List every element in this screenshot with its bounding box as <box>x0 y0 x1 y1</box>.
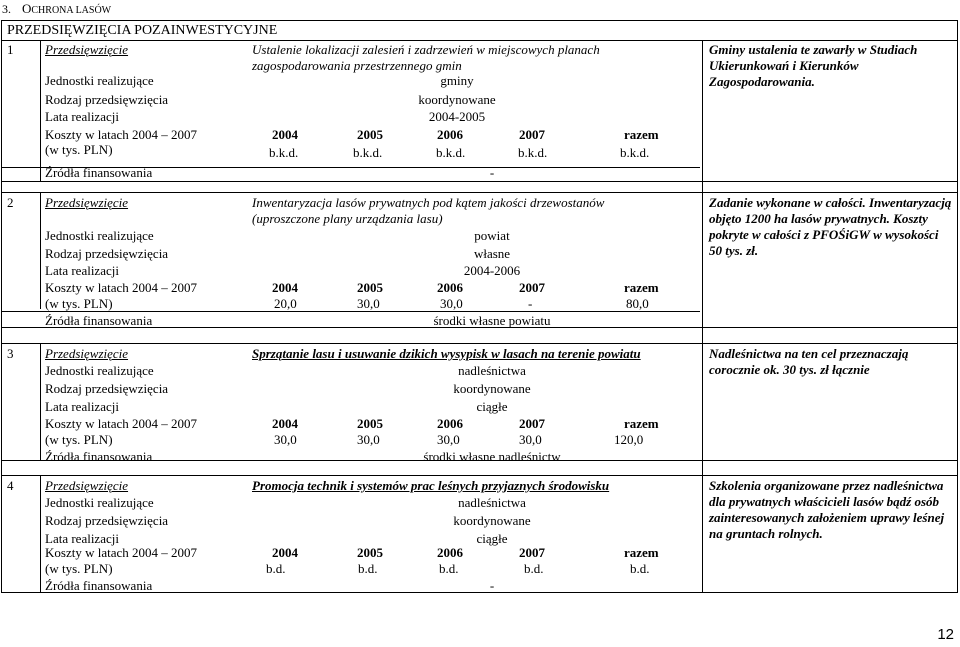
year-2005: 2005 <box>357 545 383 560</box>
label-jednostki: Jednostki realizujące <box>45 495 154 510</box>
block-number: 2 <box>7 195 14 210</box>
spacer-row <box>1 460 958 476</box>
cost-2006: 30,0 <box>437 432 460 447</box>
year-2004: 2004 <box>272 545 298 560</box>
block-note: Zadanie wykonane w całości. Inwentaryzacją objęto 1200 ha lasów prywatnych. Koszty pokryte w całości z PFOŚiGW w wysokości 50 tys. zł. <box>709 195 952 258</box>
cost-2006: b.d. <box>439 561 459 576</box>
block-title-line1: Ustalenie lokalizacji zalesień i zadrzewień w miejscowych planach <box>252 42 600 57</box>
block-title-line1: Promocja technik i systemów prac leśnych przyjaznych środowisku <box>252 478 610 493</box>
label-koszty: Koszty w latach 2004 – 2007 <box>45 545 198 560</box>
cost-2007: b.k.d. <box>518 145 548 160</box>
divider <box>702 41 703 181</box>
value-jednostki: gminy <box>440 73 474 88</box>
cost-2004: b.k.d. <box>269 145 299 160</box>
cost-total: 80,0 <box>626 296 649 311</box>
cost-values <box>274 296 649 312</box>
cost-values <box>269 145 649 161</box>
year-2006: 2006 <box>437 545 463 560</box>
value-lata: 2004-2005 <box>428 109 486 124</box>
cost-2007: - <box>528 296 533 311</box>
year-total: razem <box>624 545 659 560</box>
cost-2005: b.d. <box>358 561 378 576</box>
cost-2007: 30,0 <box>519 432 542 447</box>
label-lata: Lata realizacji <box>45 399 119 414</box>
label-zrodla: Źródła finansowania <box>45 449 153 464</box>
year-2004: 2004 <box>272 127 298 142</box>
label-jednostki: Jednostki realizujące <box>45 73 154 88</box>
value-rodzaj: koordynowane <box>418 92 496 107</box>
year-2007: 2007 <box>519 280 545 295</box>
value-rodzaj: koordynowane <box>453 381 531 396</box>
year-2007: 2007 <box>519 416 545 431</box>
label-lata: Lata realizacji <box>45 531 119 546</box>
block-2 <box>1 192 958 328</box>
year-total: razem <box>624 280 659 295</box>
value-rodzaj: koordynowane <box>453 513 531 528</box>
label-rodzaj: Rodzaj przedsięwzięcia <box>45 513 169 528</box>
spacer-row <box>1 327 958 344</box>
value-jednostki: powiat <box>474 228 510 243</box>
divider <box>40 344 41 460</box>
year-2006: 2006 <box>437 416 463 431</box>
year-2004: 2004 <box>272 416 298 431</box>
cost-2006: b.k.d. <box>436 145 466 160</box>
block-number: 4 <box>7 478 14 493</box>
cost-2004: 20,0 <box>274 296 297 311</box>
cost-values <box>274 432 643 448</box>
label-zrodla: Źródła finansowania <box>45 165 153 180</box>
block-title-line2: (uproszczone plany urządzania lasu) <box>252 211 443 226</box>
value-lata: 2004-2006 <box>463 263 521 278</box>
label-przedsiewziecie: Przedsięwzięcie <box>45 478 129 493</box>
value-zrodla: - <box>489 165 495 180</box>
label-zrodla: Źródła finansowania <box>45 313 153 328</box>
block-4 <box>1 475 958 593</box>
year-2007: 2007 <box>519 545 545 560</box>
section-heading <box>2 1 111 17</box>
block-number: 1 <box>7 42 14 57</box>
block-note: Nadleśnictwa na ten cel przeznaczają corocznie ok. 30 tys. zł łącznie <box>709 346 909 377</box>
label-koszty: Koszty w latach 2004 – 2007 <box>45 127 198 142</box>
value-jednostki: nadleśnictwa <box>458 495 526 510</box>
value-zrodla: środki własne nadleśnictw <box>423 449 561 464</box>
label-koszty-unit: (w tys. PLN) <box>45 296 113 311</box>
label-lata: Lata realizacji <box>45 109 119 124</box>
label-przedsiewziecie: Przedsięwzięcie <box>45 195 129 210</box>
year-2005: 2005 <box>357 416 383 431</box>
section-title-rest: CHRONA LASÓW <box>31 5 112 16</box>
label-jednostki: Jednostki realizujące <box>45 228 154 243</box>
block-note: Gminy ustalenia te zawarły w Studiach Ukierunkowań i Kierunków Zagospodarowania. <box>709 42 918 89</box>
cost-total: b.k.d. <box>620 145 650 160</box>
page-number: 12 <box>937 626 954 643</box>
label-rodzaj: Rodzaj przedsięwzięcia <box>45 92 169 107</box>
year-2006: 2006 <box>437 280 463 295</box>
label-zrodla: Źródła finansowania <box>45 578 153 593</box>
year-headers <box>272 280 659 296</box>
divider <box>40 41 41 181</box>
cost-2004: 30,0 <box>274 432 297 447</box>
cost-2005: 30,0 <box>357 296 380 311</box>
label-lata: Lata realizacji <box>45 263 119 278</box>
value-zrodla: - <box>489 578 495 593</box>
label-rodzaj: Rodzaj przedsięwzięcia <box>45 246 169 261</box>
year-2005: 2005 <box>357 127 383 142</box>
divider <box>702 181 703 192</box>
cost-total: b.d. <box>630 561 650 576</box>
year-2006: 2006 <box>437 127 463 142</box>
cost-values <box>266 561 650 577</box>
cost-2005: 30,0 <box>357 432 380 447</box>
year-total: razem <box>624 416 659 431</box>
year-headers <box>272 127 659 143</box>
value-zrodla: środki własne powiatu <box>433 313 551 328</box>
divider <box>702 460 703 475</box>
year-2007: 2007 <box>519 127 545 142</box>
label-koszty-unit: (w tys. PLN) <box>45 561 113 576</box>
year-total: razem <box>624 127 659 142</box>
divider <box>40 476 41 592</box>
cost-2007: b.d. <box>524 561 544 576</box>
value-lata: ciągłe <box>476 531 508 546</box>
cost-2006: 30,0 <box>440 296 463 311</box>
year-headers <box>272 545 659 561</box>
year-2004: 2004 <box>272 280 298 295</box>
block-title-line1: Sprzątanie lasu i usuwanie dzikich wysypisk w lasach na terenie powiatu <box>252 346 641 361</box>
section-number: 3. <box>2 2 11 16</box>
block-title-line1: Inwentaryzacja lasów prywatnych pod kątem jakości drzewostanów <box>252 195 605 210</box>
label-koszty-unit: (w tys. PLN) <box>45 142 113 157</box>
label-przedsiewziecie: Przedsięwzięcie <box>45 42 129 57</box>
value-rodzaj: własne <box>473 246 511 261</box>
block-number: 3 <box>7 346 14 361</box>
main-title: PRZEDSIĘWZIĘCIA POZAINWESTYCYJNE <box>1 20 958 41</box>
block-1 <box>1 40 958 182</box>
block-title-line2: zagospodarowania przestrzennego gmin <box>252 58 462 73</box>
cost-2004: b.d. <box>266 561 286 576</box>
year-headers <box>272 416 659 432</box>
label-rodzaj: Rodzaj przedsięwzięcia <box>45 381 169 396</box>
block-3 <box>1 343 958 464</box>
cost-2005: b.k.d. <box>353 145 383 160</box>
block-note: Szkolenia organizowane przez nadleśnictwa dla prywatnych właścicieli lasów bądź osób zainteresowanych założeniem uprawy leśnej na gruntach rolnych. <box>709 478 945 541</box>
cost-total: 120,0 <box>614 432 644 447</box>
value-jednostki: nadleśnictwa <box>458 363 526 378</box>
label-koszty: Koszty w latach 2004 – 2007 <box>45 280 198 295</box>
label-koszty-unit: (w tys. PLN) <box>45 432 113 447</box>
divider <box>40 193 41 309</box>
label-przedsiewziecie: Przedsięwzięcie <box>45 346 129 361</box>
label-koszty: Koszty w latach 2004 – 2007 <box>45 416 198 431</box>
label-jednostki: Jednostki realizujące <box>45 363 154 378</box>
divider <box>702 327 703 343</box>
section-title-first-letter: O <box>22 1 32 16</box>
value-lata: ciągłe <box>476 399 508 414</box>
year-2005: 2005 <box>357 280 383 295</box>
